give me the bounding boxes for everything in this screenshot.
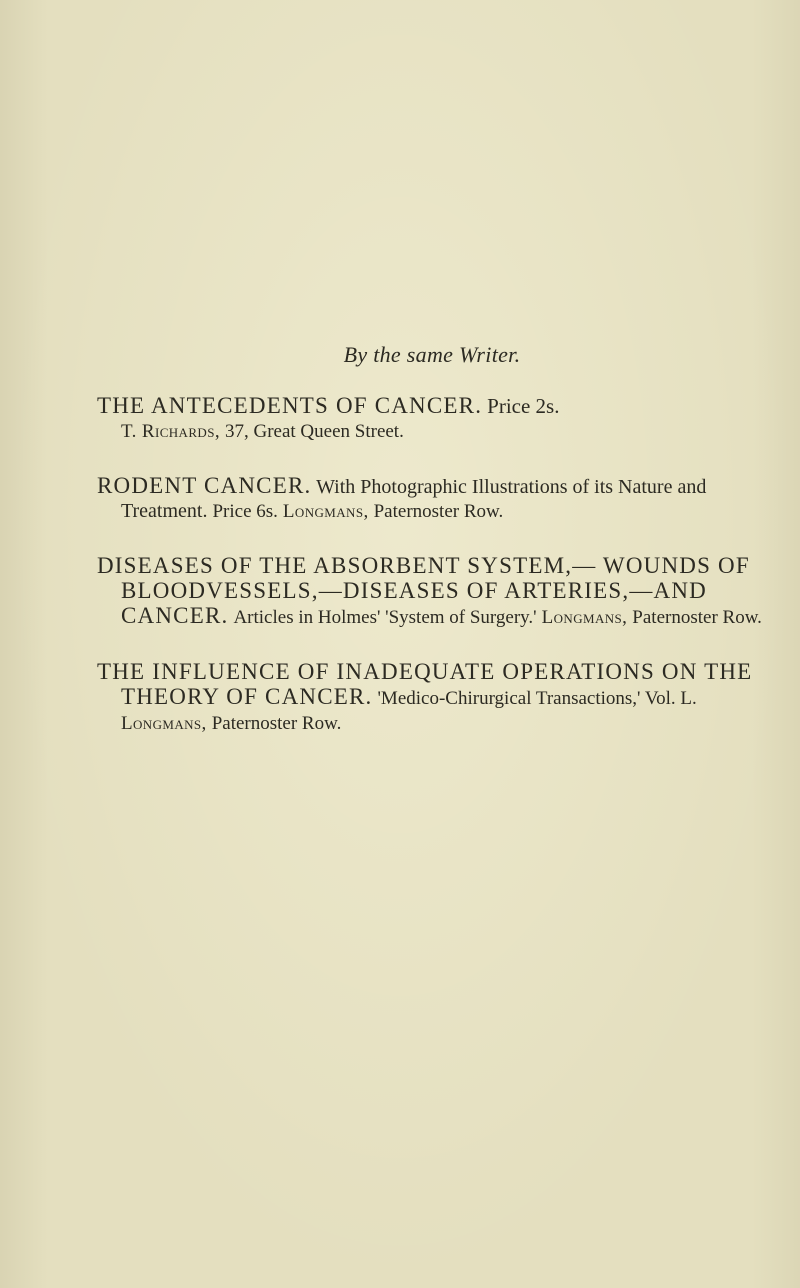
entry-inadequate-operations [97,660,767,736]
entry-title: THE ANTECEDENTS OF CANCER. [97,393,483,418]
entry-address: 37, Great Queen Street. [224,421,404,442]
entry-title: THE INFLUENCE OF INADEQUATE OPERATIONS ON THE THEORY OF CANCER. [97,659,753,709]
entry-title: DISEASES OF THE ABSORBENT SYSTEM,— WOUNDS OF BLOODVESSELS,—DISEASES OF ARTERIES,—AND CANCER. [97,553,750,628]
entry-title: RODENT CANCER. [97,473,312,498]
entry-rodent-cancer [97,474,767,524]
page-heading: By the same Writer. [343,342,521,367]
entry-publisher: T. Richards, [121,421,220,442]
entry-publisher: Longmans, [121,713,207,734]
entry-address: Paternoster Row. [632,607,762,628]
entry-price: Price 2s. [487,394,560,418]
entry-address: Paternoster Row. [373,501,504,522]
entry-absorbent-system [97,554,767,630]
advertisement-list [97,342,767,766]
entry-publisher: Longmans, [541,607,628,628]
entry-address: Paternoster Row. [211,713,342,734]
entry-subtitle: With Photographic Illustrations of its Nature and Treatment. [121,476,707,522]
entry-publisher: Longmans, [282,501,369,522]
entry-antecedents [97,394,767,444]
entry-detail: 'Medico-Chirurgical Transactions,' Vol. L. [377,688,697,709]
entry-price: Price 6s. [212,501,278,522]
entry-detail: Articles in Holmes' 'System of Surgery.' [233,607,537,628]
